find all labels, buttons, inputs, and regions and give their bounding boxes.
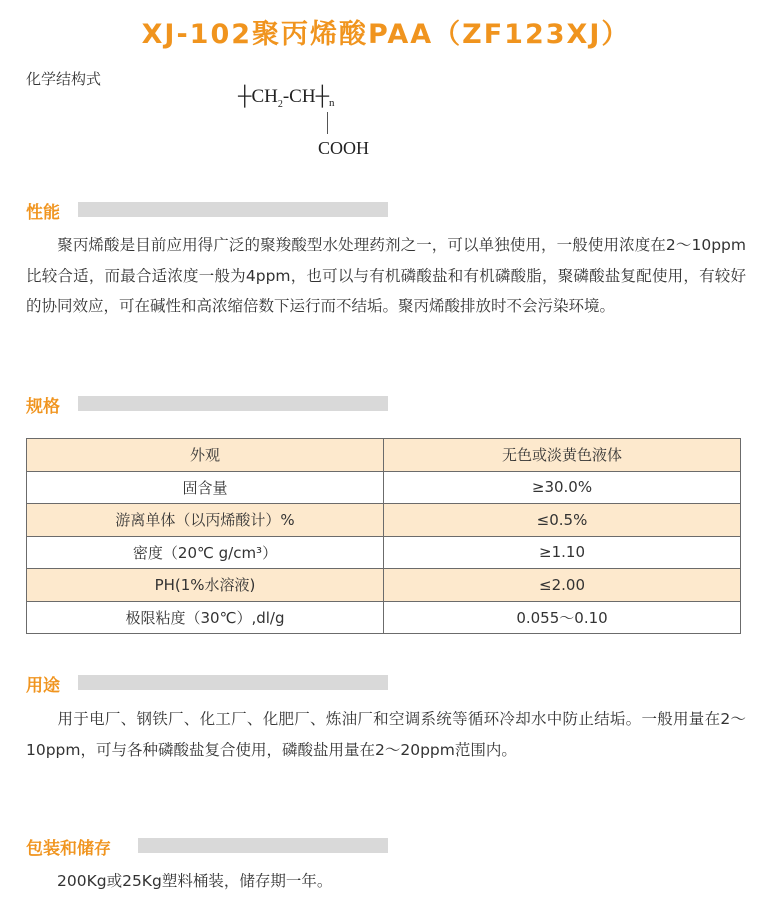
spec-item: 极限粘度（30℃）,dl/g	[27, 601, 384, 634]
spec-table	[26, 438, 741, 634]
spec-item: 固含量	[27, 471, 384, 504]
spec-value: ≥1.10	[384, 536, 741, 569]
spec-value: ≥30.0%	[384, 471, 741, 504]
section-divider-bar	[138, 838, 388, 853]
formula-group: COOH	[318, 138, 370, 158]
section-title-spec: 规格	[26, 397, 60, 417]
table-row	[27, 536, 741, 569]
formula-mid: -CH┼	[282, 86, 330, 107]
spec-value: 0.055～0.10	[384, 601, 741, 634]
section-title-usage: 用途	[26, 676, 60, 696]
spec-item: PH(1%水溶液)	[27, 569, 384, 602]
formula-bond-line	[327, 112, 328, 134]
spec-value: ≤2.00	[384, 569, 741, 602]
section-title-performance: 性能	[26, 203, 60, 223]
section-header-usage	[26, 671, 388, 696]
section-divider-bar	[78, 202, 388, 217]
formula-main: ┼CH	[238, 86, 278, 107]
section-header-packaging	[26, 834, 388, 859]
structure-label: 化学结构式	[26, 70, 102, 88]
spec-item: 密度（20℃ g/cm³）	[27, 536, 384, 569]
usage-paragraph: 用于电厂、钢铁厂、化工厂、化肥厂、炼油厂和空调系统等循环冷却水中防止结垢。一般用量在2～10ppm，可与各种磷酸盐复合使用，磷酸盐用量在2～20ppm范围内。	[26, 710, 746, 759]
table-row	[27, 471, 741, 504]
formula-n: n	[329, 97, 335, 109]
table-row	[27, 601, 741, 634]
formula-subscript: 2	[277, 98, 283, 110]
spec-item: 游离单体（以丙烯酸计）%	[27, 504, 384, 537]
spec-item: 外观	[27, 439, 384, 472]
section-divider-bar	[78, 396, 388, 411]
section-header-spec	[26, 392, 388, 417]
page-title: XJ-102聚丙烯酸PAA（ZF123XJ）	[141, 19, 631, 50]
section-title-packaging: 包装和储存	[26, 839, 111, 859]
structural-formula	[238, 86, 335, 110]
section-header-performance	[26, 198, 388, 223]
spec-value: 无色或淡黄色液体	[384, 439, 741, 472]
section-divider-bar	[78, 675, 388, 690]
packaging-paragraph: 200Kg或25Kg塑料桶装，储存期一年。	[26, 872, 333, 890]
table-row	[27, 439, 741, 472]
performance-paragraph: 聚丙烯酸是目前应用得广泛的聚羧酸型水处理药剂之一，可以单独使用，一般使用浓度在2～10ppm比较合适，而最合适浓度一般为4ppm，也可以与有机磷酸盐和有机磷酸脂，聚磷酸盐复配使用，有较好的协同效应，可在碱性和高浓缩倍数下运行而不结垢。聚丙烯酸排放时不会污染环境。	[26, 236, 746, 315]
spec-value: ≤0.5%	[384, 504, 741, 537]
table-row	[27, 504, 741, 537]
table-row	[27, 569, 741, 602]
